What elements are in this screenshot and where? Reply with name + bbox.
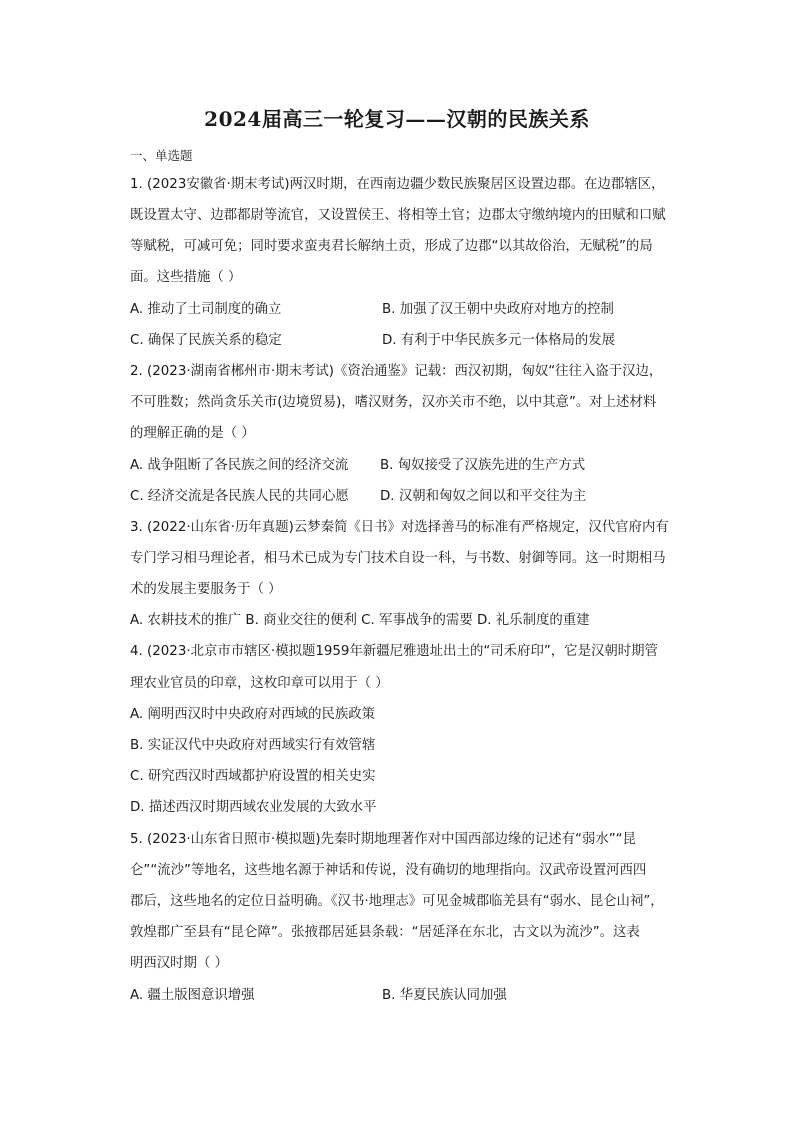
q2-option-c: C. 经济交流是各民族人民的共同心愿 bbox=[130, 489, 349, 504]
q4-option-a: A. 阐明西汉时中央政府对西域的民族政策 bbox=[130, 707, 376, 722]
q1-option-b: B. 加强了汉王朝中央政府对地方的控制 bbox=[382, 302, 614, 317]
q5-option-b: B. 华夏民族认同加强 bbox=[382, 988, 507, 1003]
q3-line-2: 专门学习相马理论者，相马术已成为专门技术自设一科，与书数、射御等同。这一时期相马 bbox=[130, 551, 666, 566]
q1-line-3: 等赋税，可减可免；同时要求蛮夷君长解纳土贡，形成了边郡“以其故俗治，无赋税”的局 bbox=[130, 239, 653, 254]
q2-option-a: A. 战争阻断了各民族之间的经济交流 bbox=[130, 458, 349, 473]
q4-option-c: C. 研究西汉时西域都护府设置的相关史实 bbox=[130, 769, 376, 784]
q4-option-b: B. 实证汉代中央政府对西域实行有效管辖 bbox=[130, 738, 376, 753]
q3-options: A. 农耕技术的推广 B. 商业交往的便利 C. 军事战争的需要 D. 礼乐制度的重建 bbox=[130, 613, 590, 628]
q2-line-1: 2. (2023·湖南省郴州市·期末考试)《资治通鉴》记载：西汉初期，匈奴“往往入盗于汉边， bbox=[130, 364, 663, 379]
q4-option-d: D. 描述西汉时期西域农业发展的大致水平 bbox=[130, 800, 377, 815]
q2-line-2: 不可胜数；然尚贪乐关市(边境贸易)，嗜汉财务，汉亦关市不绝，以中其意”。对上述材料 bbox=[130, 395, 657, 410]
q1-option-a: A. 推动了土司制度的确立 bbox=[130, 302, 282, 317]
q1-option-d: D. 有利于中华民族多元一体格局的发展 bbox=[382, 333, 616, 348]
q1-line-2: 既设置太守、边郡都尉等流官，又设置侯王、将相等土官；边郡太守缴纳境内的田赋和口赋 bbox=[130, 208, 666, 223]
q4-line-1: 4. (2023·北京市市辖区·模拟题1959年新疆尼雅遗址出土的“司禾府印”，它是汉朝时期管 bbox=[130, 644, 658, 659]
q3-line-3: 术的发展主要服务于（ ） bbox=[130, 582, 282, 597]
q5-line-3: 郡后，这些地名的定位日益明确。《汉书·地理志》可见金城郡临羌县有“弱水、昆仑山祠”， bbox=[130, 894, 664, 909]
q5-line-5: 明西汉时期（ ） bbox=[130, 956, 228, 971]
q3-line-1: 3. (2022·山东省·历年真题)云梦秦简《日书》对选择善马的标准有严格规定，汉代官府内有 bbox=[130, 520, 669, 535]
section-heading: 一、单选题 bbox=[130, 148, 193, 163]
q1-option-c: C. 确保了民族关系的稳定 bbox=[130, 333, 282, 348]
q5-line-1: 5. (2023·山东省日照市·模拟题)先秦时期地理著作对中国西部边缘的记述有“弱水”“昆 bbox=[130, 832, 636, 847]
q1-line-1: 1. (2023安徽省·期末考试)两汉时期，在西南边疆少数民族聚居区设置边郡。在边郡辖区， bbox=[130, 177, 665, 192]
q2-option-b: B. 匈奴接受了汉族先进的生产方式 bbox=[380, 458, 586, 473]
q5-line-2: 仑”“流沙”等地名，这些地名源于神话和传说，没有确切的地理指向。汉武帝设置河西四 bbox=[130, 863, 647, 878]
q4-line-2: 理农业官员的印章，这枚印章可以用于（ ） bbox=[130, 676, 389, 691]
q5-option-a: A. 疆土版图意识增强 bbox=[130, 988, 255, 1003]
q1-line-4: 面。这些措施（ ） bbox=[130, 270, 242, 285]
q2-line-3: 的理解正确的是（ ） bbox=[130, 426, 255, 441]
q2-option-d: D. 汉朝和匈奴之间以和平交往为主 bbox=[380, 489, 587, 504]
q5-line-4: 敦煌郡广至县有“昆仑障”。张掖郡居延县条载：“居延泽在东北，古文以为流沙”。这表 bbox=[130, 925, 640, 940]
page-title: 2024届高三一轮复习——汉朝的民族关系 bbox=[204, 107, 590, 131]
